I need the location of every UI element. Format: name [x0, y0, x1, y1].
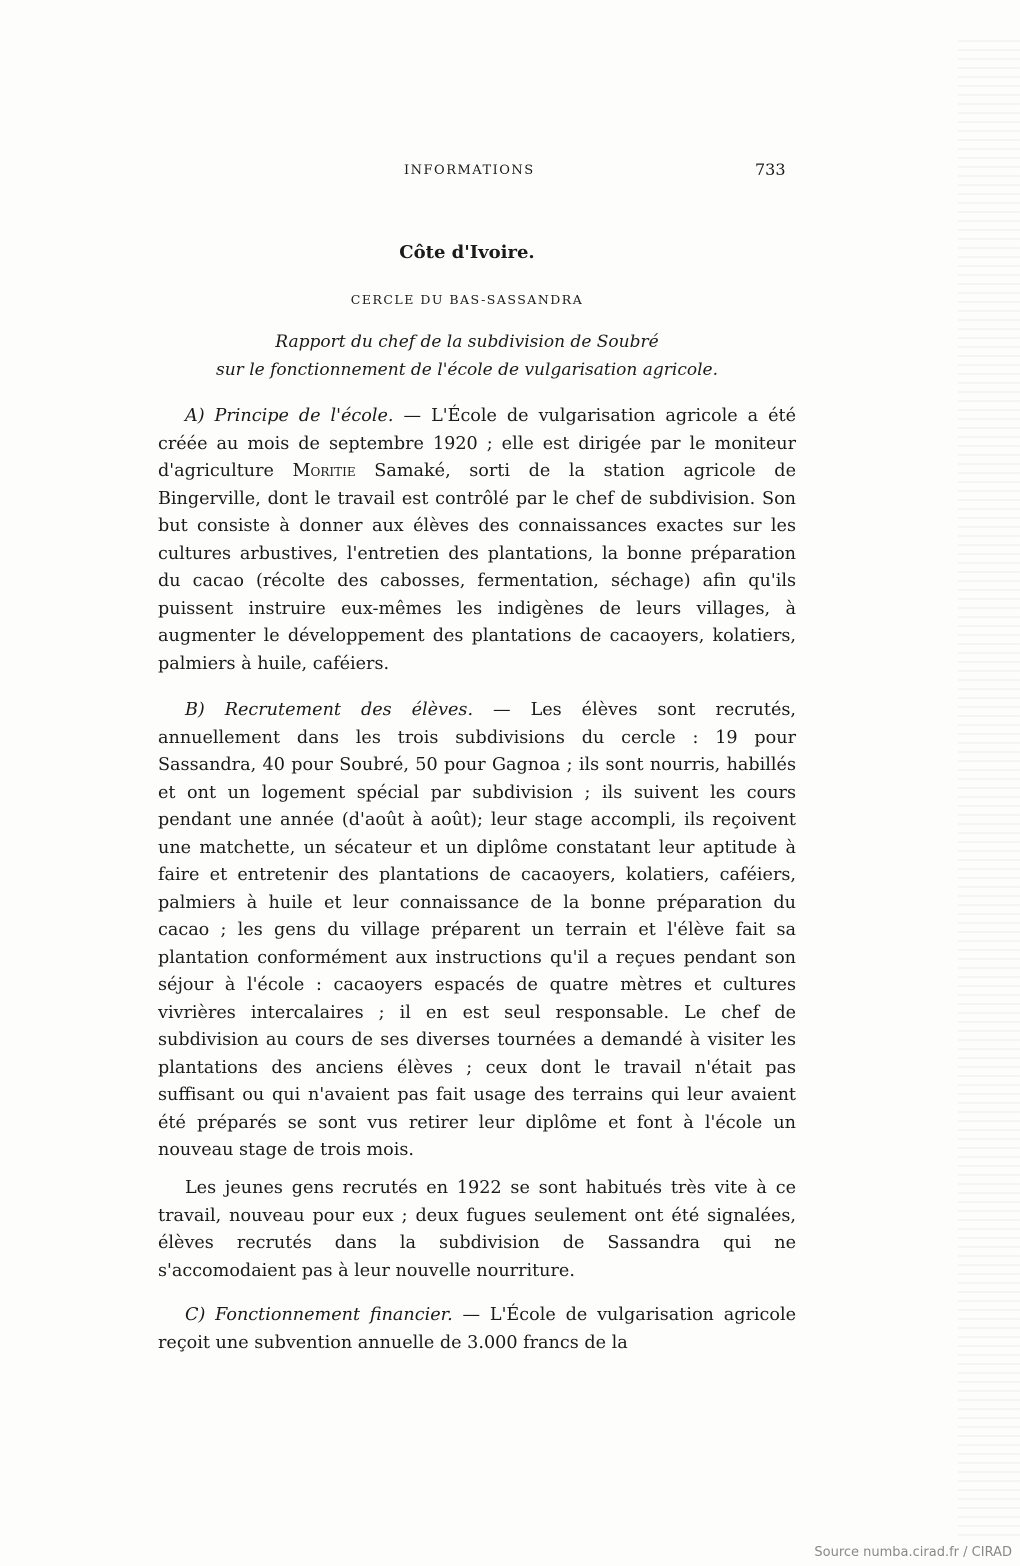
paragraph-b-continued — [158, 1175, 796, 1285]
paragraph-b2-text: Les jeunes gens recrutés en 1922 se sont habitués très vite à ce travail, nouveau pour eux ; deux fugues seulement ont été signalées, élèves recrutés dans la subdivision de Sassandra qui ne s'accomodaient pas à leur nouvelle nourriture. — [158, 1178, 796, 1281]
paragraph-c-heading: C) Fonctionnement financier. — [185, 1305, 453, 1325]
paragraph-a — [158, 403, 796, 678]
paragraph-b-heading: B) Recrutement des élèves. — [185, 700, 474, 720]
report-title-line-1: Rapport du chef de la subdivision de Soubré — [275, 332, 659, 352]
running-head: INFORMATIONS — [404, 163, 535, 178]
source-credit: Source numba.cirad.fr / CIRAD — [814, 1545, 1012, 1560]
subsection-title: CERCLE DU BAS-SASSANDRA — [350, 292, 584, 307]
scan-edge-artifact — [958, 40, 1020, 1540]
paragraph-a-text-2: Samaké, sorti de la station agricole de Bingerville, dont le travail est contrôlé par le chef de subdivision. Son but consiste à donner aux élèves des connaissances exactes sur les cultures arbustives, l'entretien des plantations, la bonne préparation du cacao (récolte des cabosses, fermentation, séchage) afin qu'ils puissent instruire eux-mêmes les indigènes de leurs villages, à augmenter le développement des plantations de cacaoyers, kolatiers, palmiers à huile, caféiers. — [158, 461, 796, 674]
page-number: 733 — [755, 160, 786, 179]
paragraph-a-text-1: — L'École de vulgarisation agricole a été créée au mois de septembre 1920 ; elle est dirigée par le moniteur d'agriculture — [158, 406, 796, 481]
section-title: Côte d'Ivoire. — [399, 242, 535, 263]
paragraph-c — [158, 1302, 796, 1357]
paragraph-a-name: Moritie — [292, 461, 356, 481]
paragraph-c-text: — L'École de vulgarisation agricole reçoit une subvention annuelle de 3.000 francs de la — [158, 1305, 796, 1353]
paragraph-b-text: — Les élèves sont recrutés, annuellement dans les trois subdivisions du cercle : 19 pour Sassandra, 40 pour Soubré, 50 pour Gagnoa ; ils sont nourris, habillés et ont un logement spécial par subdivision ; ils suivent les cours pendant une année (d'août à août); leur stage accompli, ils reçoivent une matchette, un sécateur et un diplôme constatant leur aptitude à faire et entretenir des plantations de cacaoyers, kolatiers, caféiers, palmiers à huile et leur connaissance de la bonne préparation du cacao ; les gens du village préparent un terrain et l'élève fait sa plantation conformément aux instructions qu'il a reçues pendant son séjour à l'école : cacaoyers espacés de quatre mètres et cultures vivrières intercalaires ; il en est seul responsable. Le chef de subdivision au cours de ses diverses tournées a demandé à visiter les plantations des anciens élèves ; ceux dont le travail n'était pas suffisant ou qui n'avaient pas fait usage des terrains qui leur avaient été préparés se sont vus retirer leur diplôme et font à l'école un nouveau stage de trois mois. — [158, 700, 796, 1160]
report-title-line-2: sur le fonctionnement de l'école de vulgarisation agricole. — [216, 360, 718, 380]
paragraph-b — [158, 697, 796, 1165]
paragraph-a-heading: A) Principe de l'école. — [185, 406, 394, 426]
report-title — [0, 328, 934, 384]
